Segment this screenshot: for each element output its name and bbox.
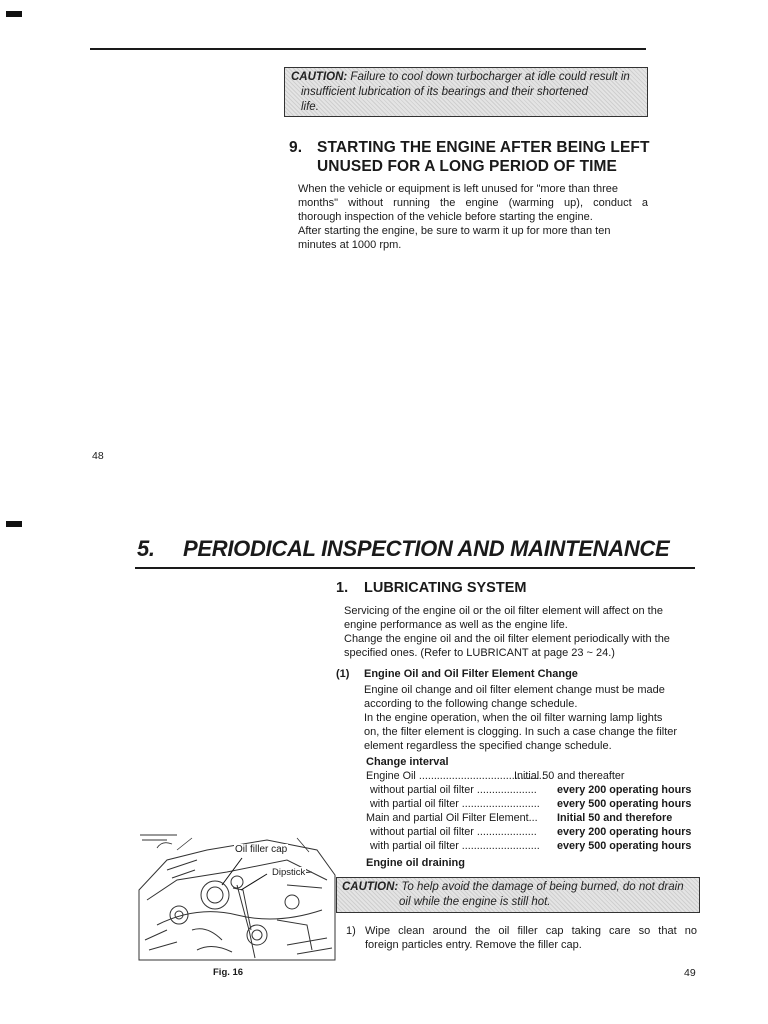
- subsection-number: (1): [336, 668, 350, 680]
- section-heading: UNUSED FOR A LONG PERIOD OF TIME: [317, 158, 618, 175]
- interval-value: Initial 50 and therefore: [557, 812, 673, 824]
- caution-text: To help avoid the damage of being burned, do not drain: [401, 881, 684, 893]
- section-title: LUBRICATING SYSTEM: [364, 580, 527, 596]
- caution-text: Failure to cool down turbocharger at idle could result in: [350, 71, 630, 83]
- figure-caption: Fig. 16: [213, 967, 244, 978]
- chapter-title: PERIODICAL INSPECTION AND MAINTENANCE: [183, 536, 670, 561]
- interval-item: without partial oil filter ....................: [370, 826, 537, 838]
- chapter-number: 5.: [137, 536, 155, 561]
- text-line: specified ones. (Refer to LUBRICANT at page 23 ~ 24.): [344, 647, 615, 659]
- caution-text: insufficient lubrication of its bearings and their shortened: [301, 86, 589, 98]
- text-line: In the engine operation, when the oil filter warning lamp lights: [364, 712, 663, 724]
- interval-item: Engine Oil ..........................................: [366, 770, 545, 782]
- interval-value: every 500 operating hours: [557, 840, 692, 852]
- interval-value: every 200 operating hours: [557, 784, 692, 796]
- caution-label: CAUTION:: [342, 881, 399, 893]
- interval-row: [370, 839, 692, 853]
- caution-text: oil while the engine is still hot.: [399, 896, 551, 908]
- page-number-48: 48: [92, 450, 104, 462]
- text-line: months" without running the engine (warming up), conduct a: [298, 197, 648, 209]
- interval-value: Initial 50 and thereafter: [514, 770, 625, 782]
- step-text: [365, 924, 697, 952]
- interval-value: every 500 operating hours: [557, 798, 692, 810]
- step-number: 1): [346, 925, 356, 937]
- interval-row: [366, 811, 673, 825]
- interval-row: [366, 769, 625, 783]
- interval-item: with partial oil filter ..........................: [370, 798, 540, 810]
- page-number-49: 49: [684, 967, 696, 979]
- text-line: Wipe clean around the oil filler cap taking care so that no: [365, 925, 697, 937]
- engine-figure: [137, 830, 337, 962]
- change-interval-title: Change interval: [366, 756, 449, 768]
- subsection-title: Engine Oil and Oil Filter Element Change: [364, 668, 578, 680]
- text-line: Change the engine oil and the oil filter element periodically with the: [344, 633, 670, 645]
- text-line: engine performance as well as the engine life.: [344, 619, 568, 631]
- oil-filler-cap-label: Oil filler cap: [235, 844, 288, 855]
- text-line: When the vehicle or equipment is left unused for "more than three: [298, 183, 619, 195]
- body-text: [298, 182, 648, 252]
- interval-item: without partial oil filter ....................: [370, 784, 537, 796]
- caution-box-drain: [336, 877, 700, 913]
- dipstick-label: Dipstick: [272, 867, 306, 878]
- section-number: 1.: [336, 580, 349, 596]
- registration-mark-top: [6, 11, 22, 17]
- section-heading: STARTING THE ENGINE AFTER BEING LEFT: [317, 139, 650, 156]
- text-line: on, the filter element is clogging. In such a case change the filter: [364, 726, 678, 738]
- top-rule: [90, 48, 646, 50]
- subsection-text: [364, 683, 698, 753]
- heading-number: 9.: [289, 139, 303, 156]
- caution-text: life.: [301, 101, 319, 113]
- oil-draining-title: Engine oil draining: [366, 857, 465, 869]
- interval-row: [370, 797, 692, 811]
- caution-label: CAUTION:: [291, 71, 348, 83]
- text-line: After starting the engine, be sure to warm it up for more than ten: [298, 225, 611, 237]
- text-line: according to the following change schedule.: [364, 698, 578, 710]
- interval-row: [370, 825, 692, 839]
- text-line: Servicing of the engine oil or the oil filter element will affect on the: [344, 605, 663, 617]
- intro-text: [344, 604, 696, 660]
- caution-box-turbo: [284, 67, 648, 117]
- text-line: thorough inspection of the vehicle before starting the engine.: [298, 211, 593, 223]
- text-line: Engine oil change and oil filter element change must be made: [364, 684, 665, 696]
- text-line: element regardless the specified change schedule.: [364, 740, 612, 752]
- interval-value: every 200 operating hours: [557, 826, 692, 838]
- interval-item: Main and partial Oil Filter Element...: [366, 812, 538, 824]
- text-line: minutes at 1000 rpm.: [298, 239, 402, 251]
- interval-item: with partial oil filter ..........................: [370, 840, 540, 852]
- registration-mark-middle: [6, 521, 22, 527]
- text-line: foreign particles entry. Remove the filler cap.: [365, 939, 582, 951]
- chapter-rule: [135, 567, 695, 569]
- interval-row: [370, 783, 692, 797]
